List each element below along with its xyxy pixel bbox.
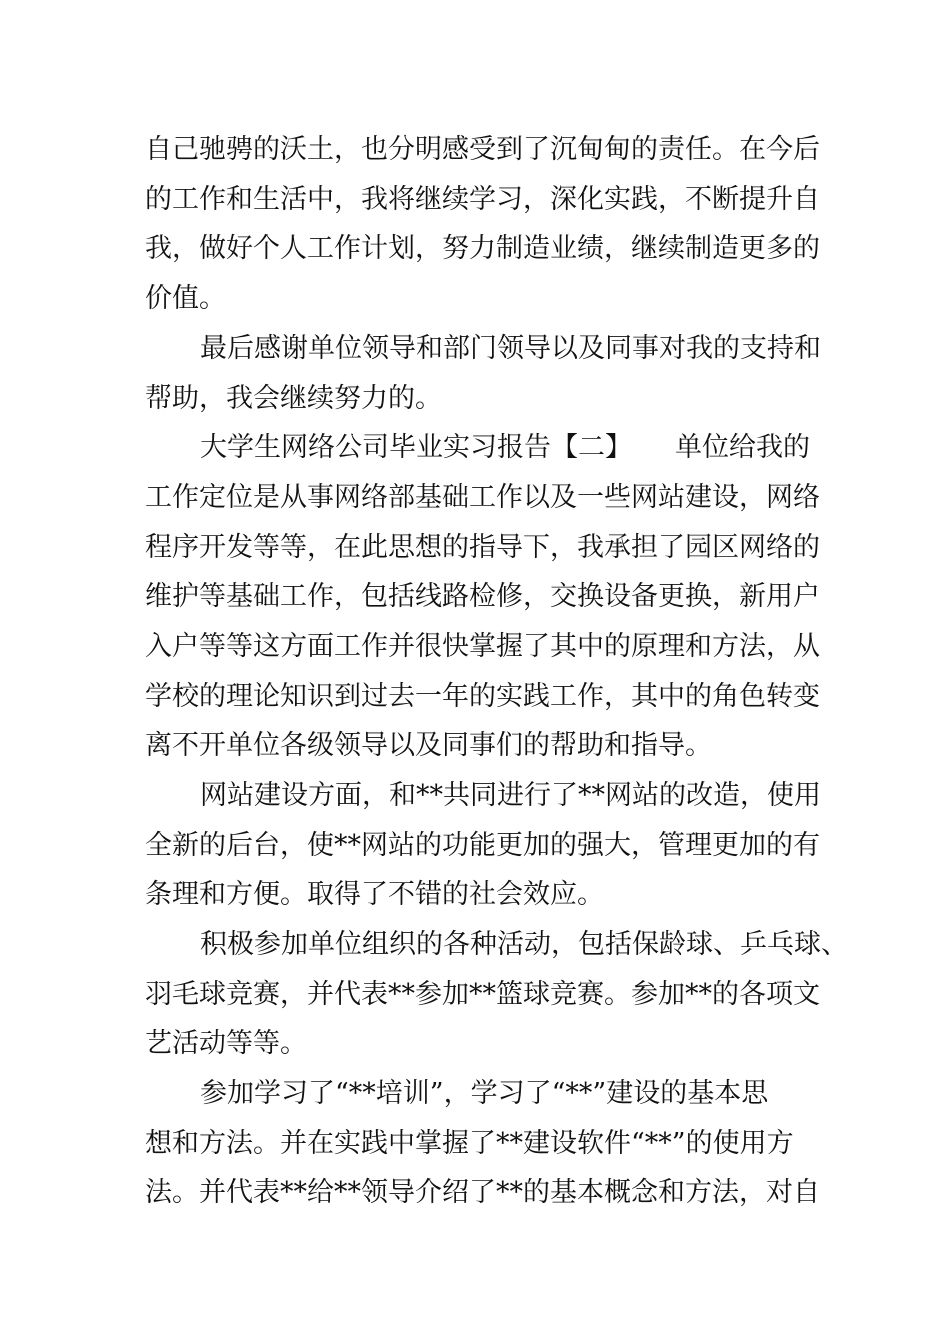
text-line-content: 最后感谢单位领导和部门领导以及同事对我的支持和 xyxy=(200,333,821,364)
text-line xyxy=(0,279,950,319)
text-line xyxy=(0,627,950,667)
text-line xyxy=(0,776,950,816)
text-line xyxy=(0,229,950,269)
text-line-content: 积极参加单位组织的各种活动，包括保龄球、乒乓球、 xyxy=(200,929,848,960)
text-line-content: 条理和方便。取得了不错的社会效应。 xyxy=(145,879,604,910)
text-line xyxy=(0,925,950,965)
text-line xyxy=(0,478,950,518)
text-line-content: 艺活动等等。 xyxy=(145,1028,307,1059)
text-line-content: 学校的理论知识到过去一年的实践工作，其中的角色转变 xyxy=(145,681,820,712)
text-line xyxy=(0,329,950,369)
text-line xyxy=(0,428,950,468)
text-line xyxy=(0,379,950,419)
section-heading: 大学生网络公司毕业实习报告【二】 xyxy=(200,432,632,463)
text-line-content: 程序开发等等，在此思想的指导下，我承担了园区网络的 xyxy=(145,532,820,563)
text-line-content: 网站建设方面，和**共同进行了**网站的改造，使用 xyxy=(200,780,821,811)
text-line xyxy=(0,1124,950,1164)
text-line-content: 自己驰骋的沃土，也分明感受到了沉甸甸的责任。在今后 xyxy=(145,134,820,165)
text-line xyxy=(0,528,950,568)
text-line-content: 法。并代表**给**领导介绍了**的基本概念和方法，对自 xyxy=(145,1177,820,1208)
text-line xyxy=(0,677,950,717)
text-line-content: 参加学习了“**培训”，学习了“**”建设的基本思 xyxy=(200,1078,769,1109)
text-line-content: 的工作和生活中，我将继续学习，深化实践，不断提升自 xyxy=(145,184,820,215)
text-line xyxy=(0,875,950,915)
text-line xyxy=(0,1024,950,1064)
text-line xyxy=(0,975,950,1015)
text-line-content: 全新的后台，使**网站的功能更加的强大，管理更加的有 xyxy=(145,830,820,861)
text-line xyxy=(0,130,950,170)
text-line-content: 价值。 xyxy=(145,283,226,314)
text-line-content: 入户等等这方面工作并很快掌握了其中的原理和方法，从 xyxy=(145,631,820,662)
text-line xyxy=(0,180,950,220)
text-line-content: 工作定位是从事网络部基础工作以及一些网站建设，网络 xyxy=(145,482,820,513)
text-line-content: 羽毛球竞赛，并代表**参加**篮球竞赛。参加**的各项文 xyxy=(145,979,820,1010)
text-line-content: 想和方法。并在实践中掌握了**建设软件“**”的使用方 xyxy=(145,1128,794,1159)
text-line xyxy=(0,1074,950,1114)
text-line xyxy=(0,1173,950,1213)
text-line-content: 我，做好个人工作计划，努力制造业绩，继续制造更多的 xyxy=(145,233,820,264)
text-line xyxy=(0,577,950,617)
text-line-content: 帮助，我会继续努力的。 xyxy=(145,383,442,414)
text-line-content: 离不开单位各级领导以及同事们的帮助和指导。 xyxy=(145,730,712,761)
text-line-content: 单位给我的 xyxy=(675,432,810,463)
text-line xyxy=(0,826,950,866)
text-line-content: 维护等基础工作，包括线路检修，交换设备更换，新用户 xyxy=(145,581,820,612)
text-line xyxy=(0,726,950,766)
